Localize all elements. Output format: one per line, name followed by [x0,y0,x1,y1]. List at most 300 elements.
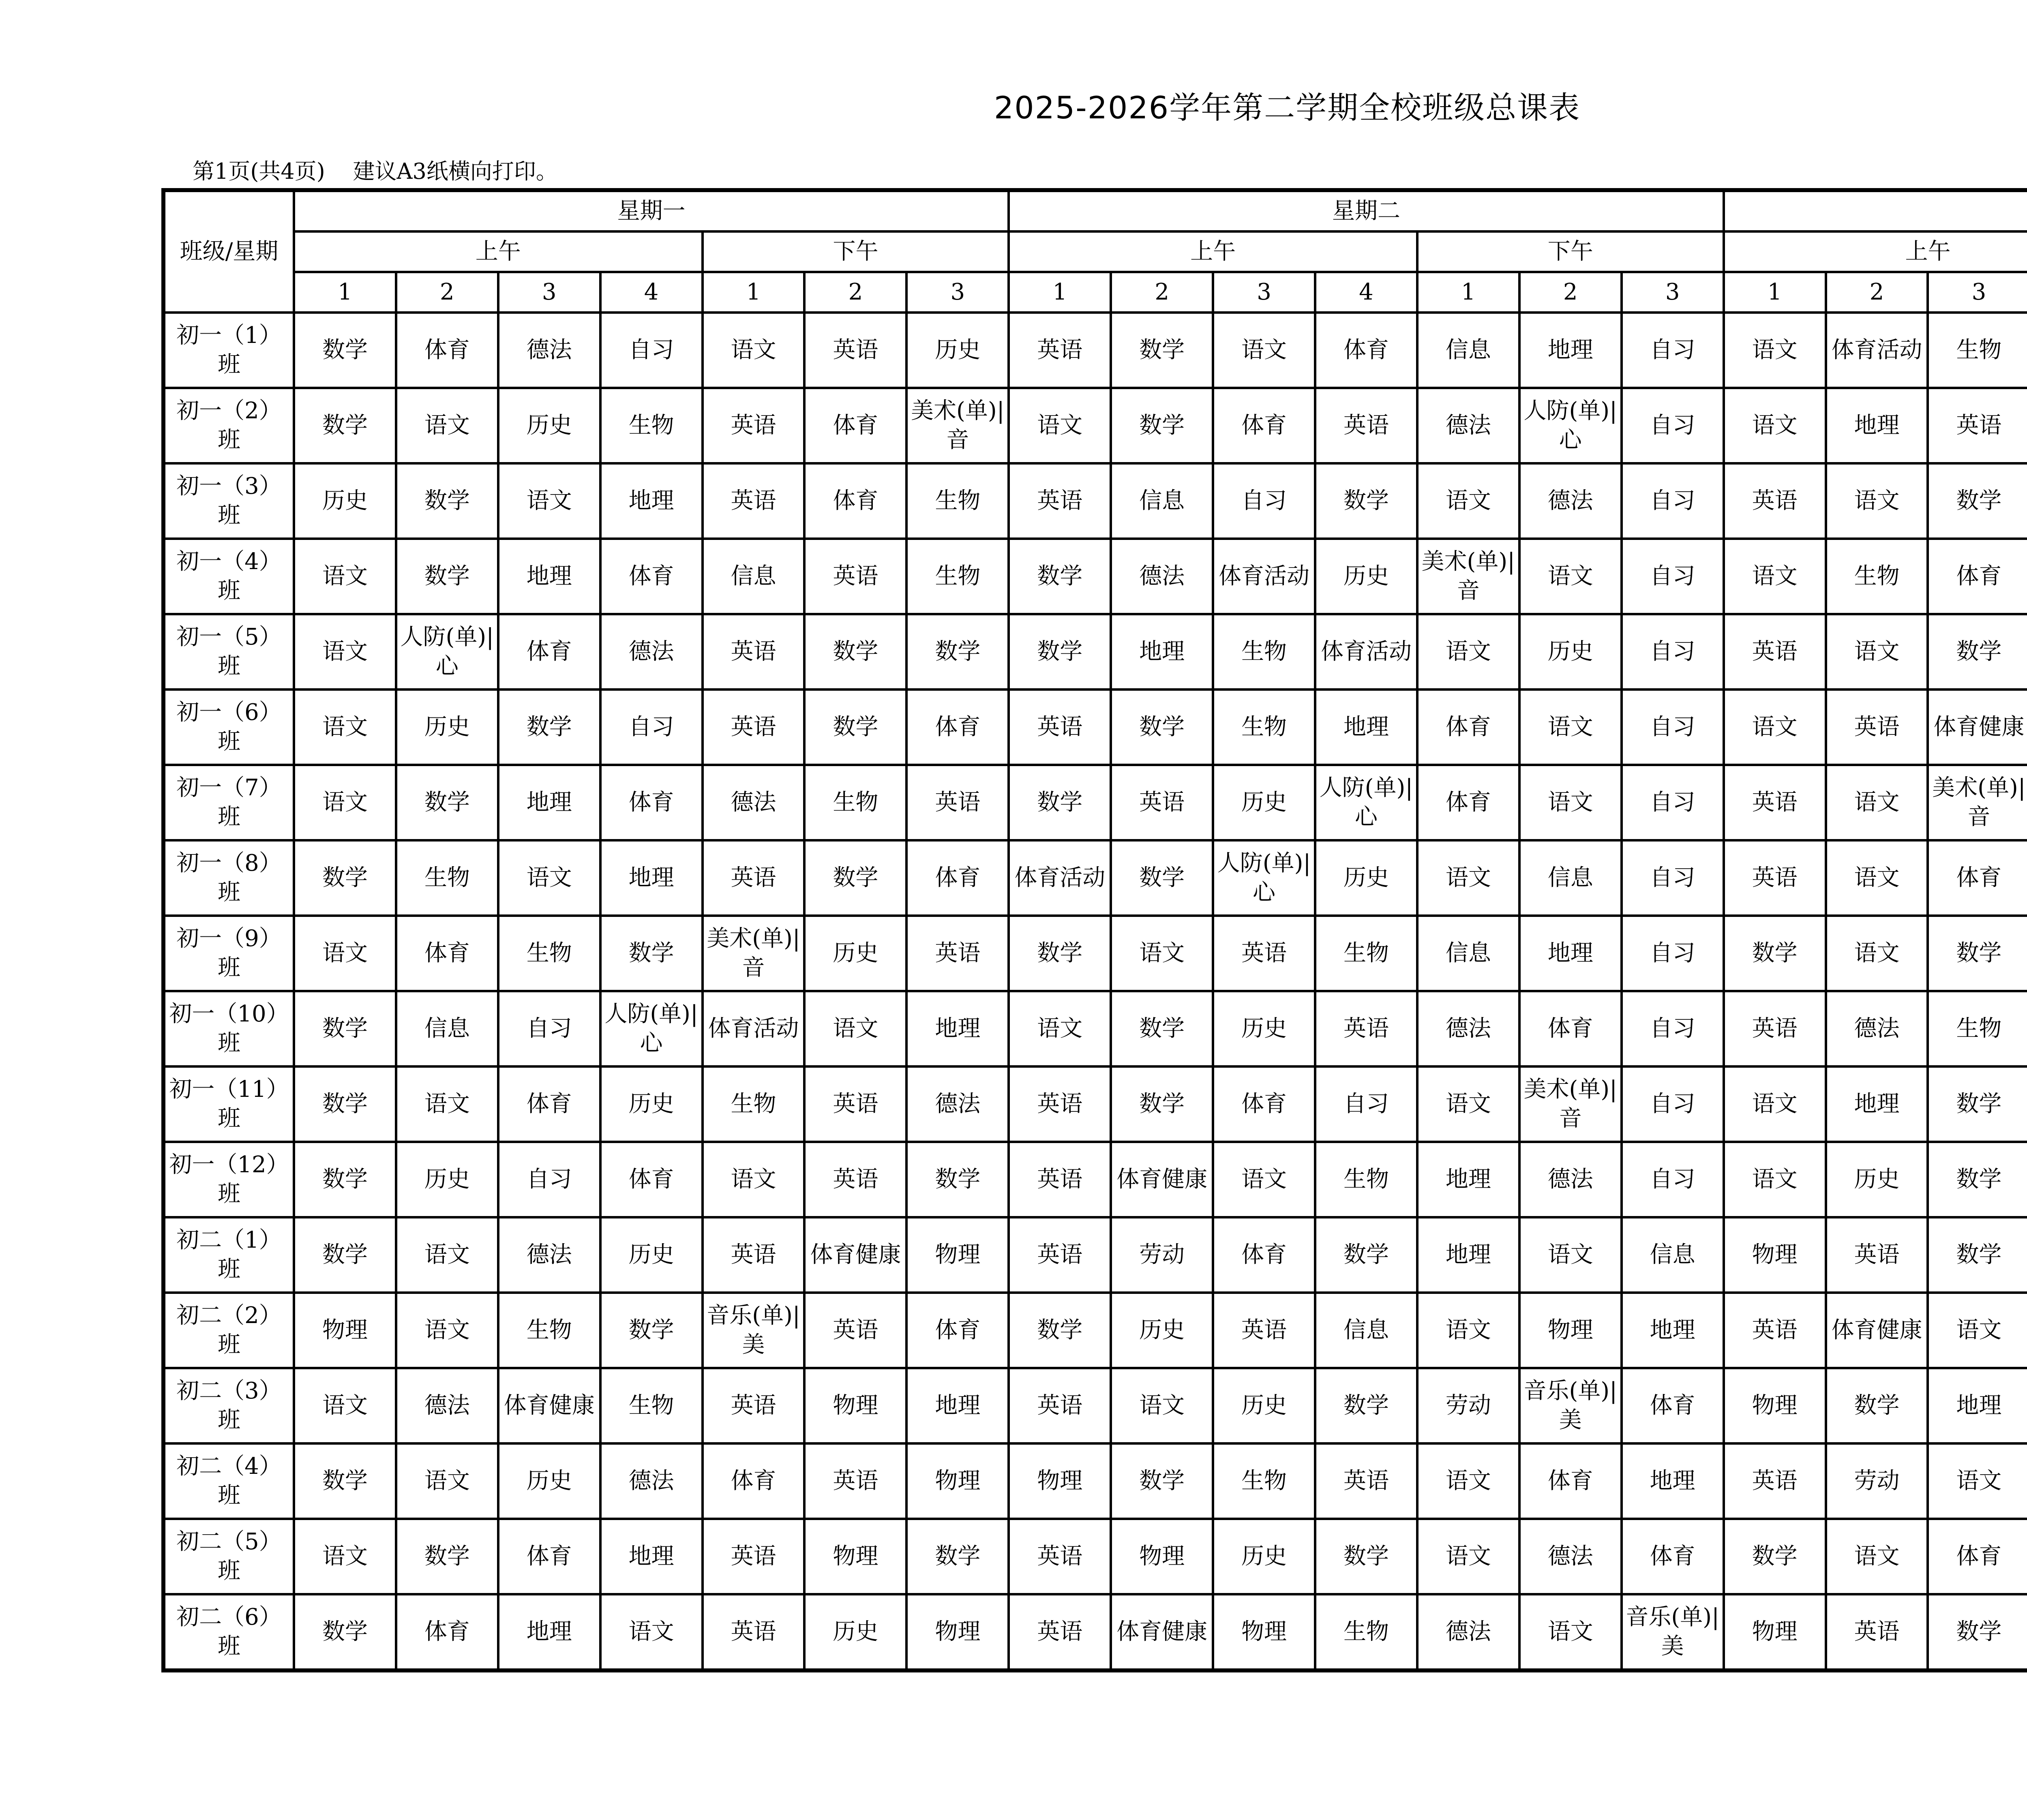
subject: 生物 [1343,940,1389,966]
table-cell [1111,388,1213,463]
subject: 语文 [1445,1543,1491,1569]
table-cell [1622,539,1724,614]
subject: 自习 [1650,488,1695,514]
table-cell [600,614,703,689]
subject: 英语 [1752,865,1798,891]
table-cell [1315,614,1417,689]
table-cell [1826,1519,1928,1594]
subject: 人防(单)|心 [400,624,494,679]
table-cell [1724,916,1826,991]
table-cell [1724,689,1826,765]
subject: 生物 [1343,1619,1389,1645]
table-cell [703,313,805,388]
table-cell [600,463,703,539]
subject: 语文 [1547,1242,1593,1268]
table-cell [804,313,906,388]
table-cell [1315,765,1417,840]
table-cell [906,1594,1009,1670]
subject: 语文 [1445,488,1491,514]
table-cell [1519,991,1622,1066]
table-cell [1213,840,1315,916]
subject: 历史 [1547,638,1593,665]
table-cell [1622,1594,1724,1670]
table-cell [600,765,703,840]
table-cell [1826,1443,1928,1519]
am-header: 上午 [1724,231,2027,272]
subject: 数学 [1343,1392,1389,1419]
table-cell [1724,313,1826,388]
subject: 信息 [1343,1317,1389,1343]
subject: 数学 [424,1543,470,1569]
table-cell [703,388,805,463]
subject: 语文 [1752,714,1798,740]
class-name: 初一（8）班 [163,840,294,916]
subject: 英语 [731,638,776,665]
subject: 信息 [1650,1242,1695,1268]
subject: 德法 [1139,563,1185,589]
table-cell [498,689,600,765]
table-cell [1213,1293,1315,1368]
subject: 体育活动 [1219,563,1310,589]
class-name: 初一（12）班 [163,1142,294,1217]
subject: 英语 [1241,1317,1287,1343]
subject: 语文 [322,638,368,665]
subject: 数学 [1752,1543,1798,1569]
subject: 数学 [1956,1242,2002,1268]
subject: 英语 [731,865,776,891]
page-title: 2025-2026学年第二学期全校班级总课表 [994,90,1581,126]
table-cell [804,614,906,689]
subject: 自习 [628,337,674,363]
subject: 体育 [1650,1392,1695,1419]
subject: 生物 [1854,563,1900,589]
table-cell [1724,539,1826,614]
table-cell [1009,1368,1111,1443]
subject: 劳动 [1139,1242,1185,1268]
subject: 物理 [833,1392,879,1419]
table-cell [1009,991,1111,1066]
table-cell [294,689,396,765]
table-cell [1111,463,1213,539]
table-cell [1417,689,1519,765]
subject: 地理 [628,1543,674,1569]
subject: 自习 [1650,412,1695,439]
table-cell [1213,1142,1315,1217]
subject: 信息 [1139,488,1185,514]
subject: 地理 [526,563,572,589]
table-row [163,689,2027,765]
table-cell [1315,1519,1417,1594]
subject: 体育健康 [1116,1619,1208,1645]
table-row [163,840,2027,916]
table-cell [1928,463,2027,539]
subject: 数学 [1139,1468,1185,1494]
subject: 德法 [526,1242,572,1268]
table-cell [1928,614,2027,689]
table-row [163,1142,2027,1217]
subject: 英语 [833,1468,879,1494]
subject: 数学 [424,789,470,816]
subject: 信息 [731,563,776,589]
day-header: 星期一 [294,190,1009,231]
table-cell [1622,1217,1724,1293]
subject: 历史 [526,1468,572,1494]
subject: 自习 [1650,1166,1695,1193]
table-cell [1724,1142,1826,1217]
table-cell [1009,1594,1111,1670]
table-cell [1724,840,1826,916]
subject: 语文 [1139,1392,1185,1419]
subject: 体育活动 [1831,337,1922,363]
subject: 地理 [1854,412,1900,439]
table-cell [294,614,396,689]
table-cell [498,388,600,463]
class-name: 初二（4）班 [163,1443,294,1519]
subject: 历史 [1241,1392,1287,1419]
subject: 物理 [322,1317,368,1343]
period-number: 1 [1724,272,1826,313]
subject: 语文 [424,412,470,439]
subject: 语文 [1445,1091,1491,1117]
table-row [163,1443,2027,1519]
period-number: 1 [294,272,396,313]
subject: 语文 [322,563,368,589]
subject: 物理 [1139,1543,1185,1569]
table-cell [294,1217,396,1293]
table-cell [1622,991,1724,1066]
subject: 人防(单)|心 [604,1001,698,1056]
table-cell [804,765,906,840]
table-cell [600,1142,703,1217]
subject: 英语 [1752,638,1798,665]
subject: 语文 [424,1091,470,1117]
table-cell [1519,388,1622,463]
subject: 语文 [1752,337,1798,363]
subject: 地理 [935,1015,981,1042]
table-cell [498,1217,600,1293]
table-cell [1111,840,1213,916]
table-cell [396,1443,498,1519]
table-cell [1111,1519,1213,1594]
subject: 劳动 [1854,1468,1900,1494]
subject: 数学 [628,940,674,966]
table-cell [1724,1368,1826,1443]
subject: 物理 [1752,1242,1798,1268]
subject: 自习 [1343,1091,1389,1117]
table-cell [1519,689,1622,765]
table-cell [1417,1217,1519,1293]
table-cell [396,991,498,1066]
table-cell [804,388,906,463]
table-cell [1519,1142,1622,1217]
subject: 英语 [935,789,981,816]
table-cell [804,1142,906,1217]
subject: 数学 [628,1317,674,1343]
table-cell [1315,916,1417,991]
subject: 物理 [833,1543,879,1569]
table-row [163,1594,2027,1670]
class-name: 初一（4）班 [163,539,294,614]
table-cell [703,1519,805,1594]
subject: 信息 [424,1015,470,1042]
table-cell [906,1368,1009,1443]
subject: 德法 [1445,412,1491,439]
period-number: 3 [1213,272,1315,313]
subject: 语文 [1854,940,1900,966]
subject: 历史 [935,337,981,363]
period-number: 1 [1009,272,1111,313]
subject: 体育 [1956,563,2002,589]
table-cell [1111,1594,1213,1670]
table-cell [498,1443,600,1519]
table-cell [1111,765,1213,840]
day-header: 星期二 [1009,190,1723,231]
table-cell [1826,614,1928,689]
table-cell [1213,388,1315,463]
table-cell [1928,539,2027,614]
table-cell [1213,765,1315,840]
subject: 数学 [322,1242,368,1268]
subject: 数学 [1956,1619,2002,1645]
subject: 英语 [1241,940,1287,966]
table-cell [1315,1066,1417,1142]
table-cell [396,1142,498,1217]
subject: 英语 [833,337,879,363]
subject: 英语 [1037,1619,1083,1645]
subject: 语文 [1241,337,1287,363]
subject: 地理 [1445,1166,1491,1193]
subject: 体育健康 [1116,1166,1208,1193]
table-cell [1928,313,2027,388]
subject: 数学 [935,1543,981,1569]
table-cell [294,840,396,916]
table-cell [1622,463,1724,539]
subject: 体育 [833,412,879,439]
subject: 英语 [1037,337,1083,363]
table-cell [804,463,906,539]
day-header [1724,190,2027,231]
table-cell [1928,916,2027,991]
subject: 德法 [1547,488,1593,514]
table-cell [1519,840,1622,916]
table-cell [804,689,906,765]
subject: 英语 [731,412,776,439]
subject: 语文 [1854,1543,1900,1569]
table-cell [1519,1443,1622,1519]
subject: 地理 [1956,1392,2002,1419]
table-cell [703,463,805,539]
subject: 德法 [1547,1543,1593,1569]
subject: 生物 [1343,1166,1389,1193]
table-cell [1724,463,1826,539]
table-cell [1826,1368,1928,1443]
table-cell [804,1594,906,1670]
table-cell [1315,991,1417,1066]
subject: 数学 [1956,940,2002,966]
subject: 语文 [1854,488,1900,514]
table-cell [396,539,498,614]
subject: 音乐(单)|美 [707,1302,800,1358]
table-cell [1519,1368,1622,1443]
table-cell [396,1594,498,1670]
class-name: 初二（2）班 [163,1293,294,1368]
subject: 德法 [424,1392,470,1419]
table-cell [906,313,1009,388]
table-cell [1009,1217,1111,1293]
subject: 语文 [1752,1091,1798,1117]
table-cell [1826,916,1928,991]
subject: 数学 [935,638,981,665]
subject: 体育活动 [1320,638,1412,665]
subject: 数学 [1139,714,1185,740]
table-cell [600,1066,703,1142]
subject: 语文 [322,1392,368,1419]
period-number: 3 [906,272,1009,313]
table-cell [1213,1443,1315,1519]
subject: 数学 [1956,1091,2002,1117]
subject: 人防(单)|心 [1319,775,1413,830]
subject: 历史 [1241,1015,1287,1042]
table-cell [1826,689,1928,765]
table-cell [703,1594,805,1670]
subject: 物理 [935,1619,981,1645]
table-cell [396,1217,498,1293]
table-cell [1622,388,1724,463]
table-cell [1417,916,1519,991]
period-number: 4 [1315,272,1417,313]
subject: 语文 [1547,1619,1593,1645]
table-cell [1826,1217,1928,1293]
subject: 数学 [935,1166,981,1193]
subject: 数学 [1956,1166,2002,1193]
table-cell [498,1368,600,1443]
table-cell [1009,765,1111,840]
table-cell [1417,1066,1519,1142]
table-cell [1111,991,1213,1066]
subject: 自习 [1650,789,1695,816]
table-cell [498,1293,600,1368]
table-cell [1111,1217,1213,1293]
table-cell [1009,388,1111,463]
subject: 语文 [322,1543,368,1569]
subject: 体育健康 [1831,1317,1922,1343]
class-name: 初一（3）班 [163,463,294,539]
table-cell [600,1293,703,1368]
subject: 体育 [1445,714,1491,740]
table-cell [498,1594,600,1670]
table-cell [1724,1519,1826,1594]
table-cell [1417,840,1519,916]
table-cell [1009,614,1111,689]
subject: 数学 [322,1091,368,1117]
table-cell [294,388,396,463]
table-cell [1315,840,1417,916]
table-cell [804,539,906,614]
subject: 德法 [628,638,674,665]
subject: 数学 [322,1015,368,1042]
table-cell [1417,614,1519,689]
table-cell [1111,916,1213,991]
table-row [163,1519,2027,1594]
subject: 美术(单)|音 [1523,1076,1617,1132]
subject: 语文 [628,1619,674,1645]
subject: 英语 [1343,412,1389,439]
subject: 生物 [424,865,470,891]
table-cell [906,1293,1009,1368]
subject: 地理 [1343,714,1389,740]
table-cell [1315,689,1417,765]
subject: 体育 [1241,1091,1287,1117]
table-cell [1826,765,1928,840]
table-cell [1009,313,1111,388]
table-cell [1724,388,1826,463]
table-cell [906,991,1009,1066]
table-cell [294,1594,396,1670]
schedule-table [161,188,2027,1672]
table-cell [294,1368,396,1443]
subject: 语文 [1445,1468,1491,1494]
subject: 语文 [1854,638,1900,665]
subject: 地理 [526,789,572,816]
table-cell [396,1368,498,1443]
subject: 数学 [833,714,879,740]
subject: 英语 [1037,714,1083,740]
table-cell [1622,1293,1724,1368]
subject: 英语 [731,714,776,740]
subject: 体育 [1343,337,1389,363]
subject: 德法 [526,337,572,363]
subject: 体育 [935,1317,981,1343]
table-cell [1928,1293,2027,1368]
subject: 人防(单)|心 [1217,850,1311,906]
table-cell [1928,1443,2027,1519]
subject: 美术(单)|音 [1421,548,1515,604]
table-cell [1519,1217,1622,1293]
table-cell [1826,1594,1928,1670]
subject: 英语 [1139,789,1185,816]
table-cell [498,539,600,614]
am-header: 上午 [1009,231,1417,272]
table-cell [1213,1519,1315,1594]
subject: 自习 [628,714,674,740]
subject: 物理 [935,1242,981,1268]
subject: 地理 [1445,1242,1491,1268]
table-cell [1009,916,1111,991]
subject: 英语 [1037,488,1083,514]
subject: 英语 [1752,1015,1798,1042]
table-cell [1519,1293,1622,1368]
subject: 体育 [628,789,674,816]
subject: 音乐(单)|美 [1523,1378,1617,1433]
table-cell [600,916,703,991]
table-cell [703,1443,805,1519]
subject: 语文 [424,1242,470,1268]
subject: 美术(单)|音 [911,398,1005,453]
subject: 音乐(单)|美 [1626,1604,1719,1659]
table-cell [804,840,906,916]
table-cell [906,1443,1009,1519]
subject: 体育 [526,1091,572,1117]
table-cell [1928,991,2027,1066]
table-cell [1826,463,1928,539]
table-cell [906,614,1009,689]
subject: 体育健康 [504,1392,595,1419]
table-cell [906,1066,1009,1142]
subject: 体育健康 [810,1242,901,1268]
subject: 人防(单)|心 [1523,398,1617,453]
subject: 语文 [1752,1166,1798,1193]
table-cell [1213,916,1315,991]
